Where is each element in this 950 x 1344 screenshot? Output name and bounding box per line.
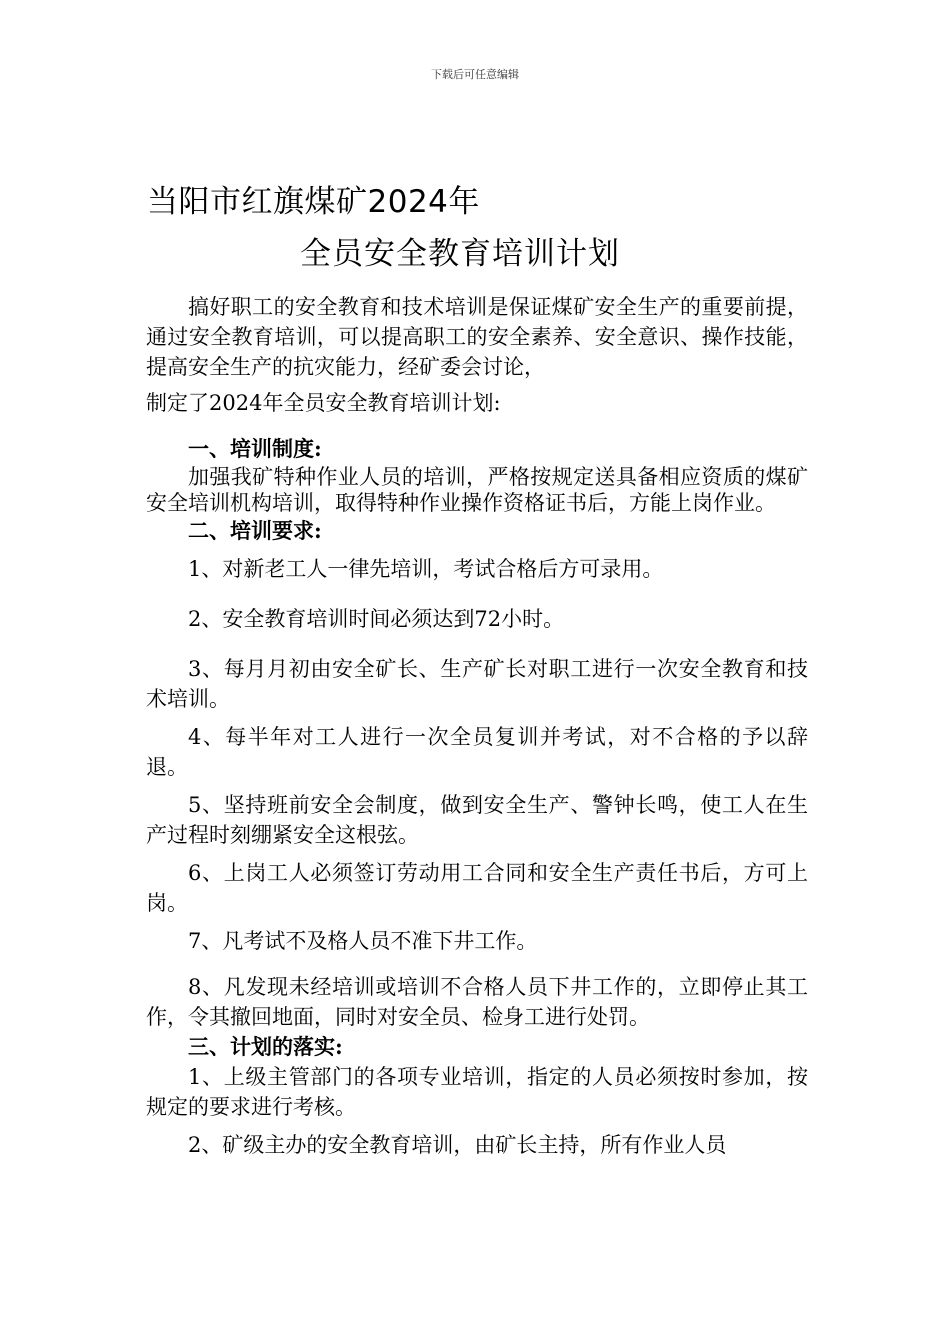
section-heading-plan-implementation: 三、计划的落实: — [188, 1034, 343, 1059]
requirement-item: 2、安全教育培训时间必须达到72小时。 — [188, 607, 565, 631]
document-title-line1: 当阳市红旗煤矿2024年 — [147, 184, 480, 220]
implementation-item: 2、矿级主办的安全教育培训，由矿长主持，所有作业人员 — [188, 1133, 727, 1157]
section-heading-training-requirements: 二、培训要求: — [188, 518, 322, 543]
requirement-item: 6、上岗工人必须签订劳动用工合同和安全生产责任书后，方可上岗。 — [146, 861, 808, 915]
requirement-item: 8、凡发现未经培训或培训不合格人员下井工作的，立即停止其工作，令其撤回地面，同时对安全员、检身工进行处罚。 — [146, 975, 808, 1029]
requirement-item: 1、对新老工人一律先培训，考试合格后方可录用。 — [188, 557, 664, 581]
requirement-item: 5、坚持班前安全会制度，做到安全生产、警钟长鸣，使工人在生产过程时刻绷紧安全这根弦。 — [146, 793, 808, 847]
intro-paragraph: 搞好职工的安全教育和技术培训是保证煤矿安全生产的重要前提，通过安全教育培训，可以提高职工的安全素养、安全意识、操作技能，提高安全生产的抗灾能力，经矿委会讨论， — [146, 295, 808, 379]
section-body-training-system: 加强我矿特种作业人员的培训，严格按规定送具备相应资质的煤矿安全培训机构培训，取得特种作业操作资格证书后，方能上岗作业。 — [146, 465, 808, 515]
requirement-item: 4、每半年对工人进行一次全员复训并考试，对不合格的予以辞退。 — [146, 725, 808, 779]
requirement-item: 7、凡考试不及格人员不准下井工作。 — [188, 929, 538, 953]
section-heading-training-system: 一、培训制度: — [188, 436, 322, 461]
document-body — [146, 292, 808, 1160]
implementation-item: 1、上级主管部门的各项专业培训，指定的人员必须按时参加，按规定的要求进行考核。 — [146, 1065, 808, 1119]
intro-paragraph-end: 制定了2024年全员安全教育培训计划: — [146, 391, 501, 415]
document-title-line2: 全员安全教育培训计划 — [300, 236, 620, 272]
requirement-item: 3、每月月初由安全矿长、生产矿长对职工进行一次安全教育和技术培训。 — [146, 657, 808, 711]
page-header-note: 下载后可任意编辑 — [431, 68, 519, 81]
